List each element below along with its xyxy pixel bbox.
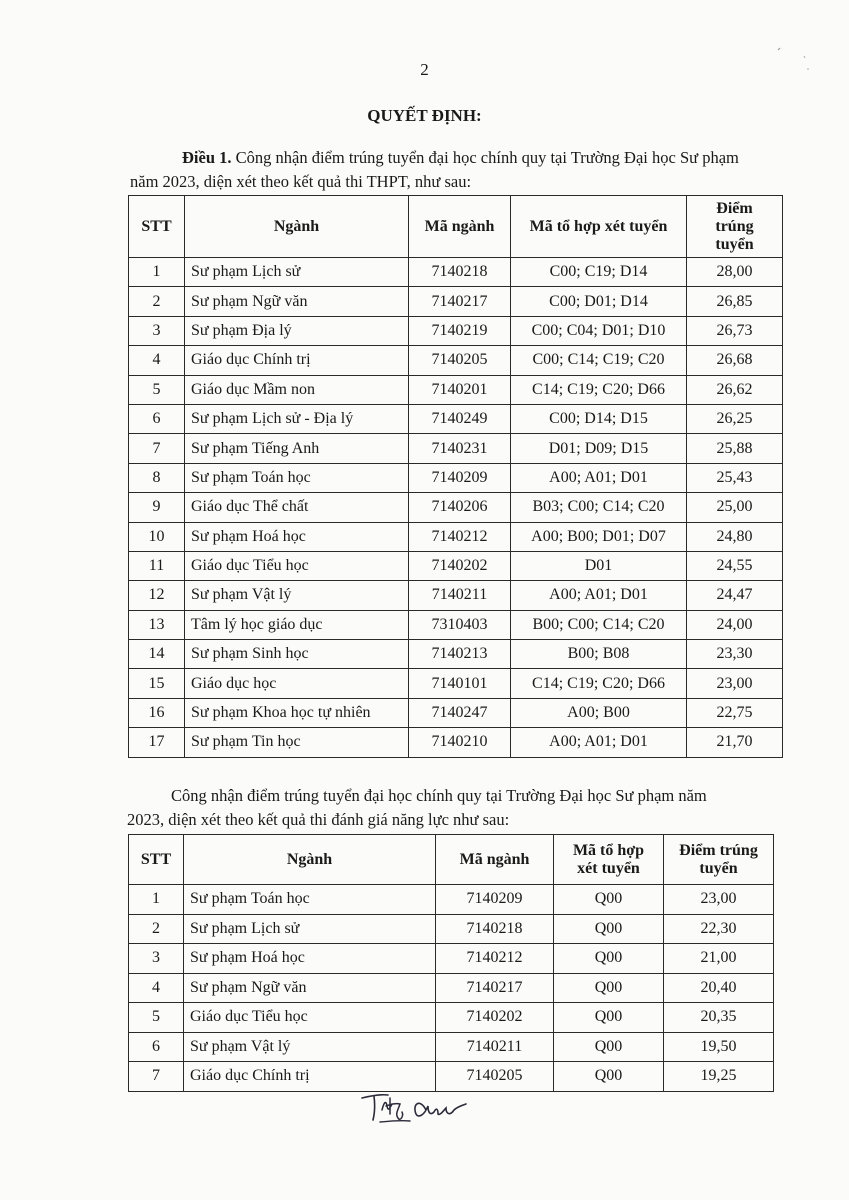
cell-diem: 24,80 xyxy=(687,522,783,551)
table-row xyxy=(129,522,783,551)
table-row xyxy=(129,346,783,375)
cell-ma-to-hop: C14; C19; C20; D66 xyxy=(511,669,687,698)
cell-ma-nganh: 7140210 xyxy=(409,728,511,757)
cell-ma-to-hop: A00; A01; D01 xyxy=(511,581,687,610)
cell-ma-nganh: 7140202 xyxy=(436,1003,554,1033)
cell-nganh: Sư phạm Toán học xyxy=(185,463,409,492)
thpt-scores-table xyxy=(128,195,783,758)
cell-ma-nganh: 7140218 xyxy=(436,914,554,944)
table-row xyxy=(129,404,783,433)
cell-stt: 4 xyxy=(129,973,184,1003)
cell-ma-nganh: 7140205 xyxy=(409,346,511,375)
cell-ma-to-hop: C00; C19; D14 xyxy=(511,258,687,287)
cell-ma-nganh: 7140201 xyxy=(409,375,511,404)
cell-stt: 5 xyxy=(129,1003,184,1033)
table-row xyxy=(129,258,783,287)
cell-nganh: Sư phạm Lịch sử xyxy=(184,914,436,944)
cell-stt: 2 xyxy=(129,287,185,316)
table-row xyxy=(129,316,783,345)
cell-ma-nganh: 7140249 xyxy=(409,404,511,433)
cell-diem: 21,70 xyxy=(687,728,783,757)
cell-diem: 21,00 xyxy=(664,944,774,974)
table-row xyxy=(129,493,783,522)
cell-nganh: Giáo dục học xyxy=(185,669,409,698)
cell-ma-to-hop: A00; B00 xyxy=(511,698,687,727)
cell-stt: 1 xyxy=(129,258,185,287)
table-row xyxy=(129,463,783,492)
cell-diem: 23,00 xyxy=(664,885,774,915)
cell-diem: 25,43 xyxy=(687,463,783,492)
cell-stt: 14 xyxy=(129,640,185,669)
table-row xyxy=(129,610,783,639)
cell-nganh: Tâm lý học giáo dục xyxy=(185,610,409,639)
cell-nganh: Sư phạm Hoá học xyxy=(185,522,409,551)
cell-stt: 4 xyxy=(129,346,185,375)
cell-nganh: Sư phạm Lịch sử xyxy=(185,258,409,287)
table-row xyxy=(129,434,783,463)
cell-ma-nganh: 7140101 xyxy=(409,669,511,698)
table-row xyxy=(129,375,783,404)
cell-ma-nganh: 7140217 xyxy=(409,287,511,316)
cell-ma-to-hop: D01 xyxy=(511,551,687,580)
cell-stt: 8 xyxy=(129,463,185,492)
cell-nganh: Sư phạm Toán học xyxy=(184,885,436,915)
cell-ma-nganh: 7140202 xyxy=(409,551,511,580)
cell-ma-to-hop: Q00 xyxy=(554,1003,664,1033)
cell-ma-to-hop: C00; D01; D14 xyxy=(511,287,687,316)
cell-diem: 20,35 xyxy=(664,1003,774,1033)
cell-stt: 10 xyxy=(129,522,185,551)
cell-stt: 13 xyxy=(129,610,185,639)
table-row xyxy=(129,640,783,669)
cell-diem: 24,00 xyxy=(687,610,783,639)
cell-ma-nganh: 7140212 xyxy=(436,944,554,974)
article-1b-paragraph xyxy=(127,784,777,832)
cell-ma-to-hop: Q00 xyxy=(554,1062,664,1092)
cell-ma-to-hop: A00; A01; D01 xyxy=(511,728,687,757)
cell-diem: 24,55 xyxy=(687,551,783,580)
cell-stt: 3 xyxy=(129,944,184,974)
cell-stt: 9 xyxy=(129,493,185,522)
cell-stt: 12 xyxy=(129,581,185,610)
table-header-row xyxy=(129,835,774,885)
table-row xyxy=(129,1003,774,1033)
cell-stt: 1 xyxy=(129,885,184,915)
cell-ma-nganh: 7140205 xyxy=(436,1062,554,1092)
cell-stt: 17 xyxy=(129,728,185,757)
cell-nganh: Giáo dục Tiểu học xyxy=(185,551,409,580)
cell-ma-to-hop: C00; C14; C19; C20 xyxy=(511,346,687,375)
cell-ma-nganh: 7140211 xyxy=(436,1032,554,1062)
header-diem: Điểm trúng tuyển xyxy=(687,196,783,258)
cell-diem: 26,73 xyxy=(687,316,783,345)
cell-nganh: Giáo dục Mầm non xyxy=(185,375,409,404)
page-number: 2 xyxy=(420,60,429,79)
table-row xyxy=(129,287,783,316)
cell-ma-nganh: 7140212 xyxy=(409,522,511,551)
cell-nganh: Sư phạm Ngữ văn xyxy=(185,287,409,316)
cell-ma-nganh: 7140209 xyxy=(436,885,554,915)
cell-nganh: Sư phạm Vật lý xyxy=(185,581,409,610)
table-row xyxy=(129,551,783,580)
header-nganh: Ngành xyxy=(184,835,436,885)
cell-diem: 26,68 xyxy=(687,346,783,375)
cell-nganh: Sư phạm Sinh học xyxy=(185,640,409,669)
cell-ma-nganh: 7140217 xyxy=(436,973,554,1003)
header-ma-nganh: Mã ngành xyxy=(436,835,554,885)
cell-ma-to-hop: B00; B08 xyxy=(511,640,687,669)
cell-diem: 25,88 xyxy=(687,434,783,463)
cell-stt: 16 xyxy=(129,698,185,727)
table-row xyxy=(129,581,783,610)
cell-diem: 26,85 xyxy=(687,287,783,316)
cell-ma-nganh: 7140209 xyxy=(409,463,511,492)
article-1-label: Điều 1. xyxy=(182,148,232,167)
capability-scores-table xyxy=(128,834,774,1092)
cell-ma-nganh: 7310403 xyxy=(409,610,511,639)
cell-ma-nganh: 7140206 xyxy=(409,493,511,522)
handwritten-signature xyxy=(360,1088,480,1133)
header-ma-to-hop: Mã tổ hợp xét tuyển xyxy=(554,835,664,885)
cell-ma-to-hop: Q00 xyxy=(554,914,664,944)
decision-heading: QUYẾT ĐỊNH: xyxy=(367,106,482,125)
table-row xyxy=(129,728,783,757)
header-ma-nganh: Mã ngành xyxy=(409,196,511,258)
cell-ma-to-hop: Q00 xyxy=(554,1032,664,1062)
cell-ma-nganh: 7140211 xyxy=(409,581,511,610)
cell-nganh: Sư phạm Hoá học xyxy=(184,944,436,974)
cell-diem: 26,25 xyxy=(687,404,783,433)
margin-mark xyxy=(772,40,812,85)
cell-stt: 6 xyxy=(129,1032,184,1062)
cell-ma-to-hop: A00; B00; D01; D07 xyxy=(511,522,687,551)
table-header-row xyxy=(129,196,783,258)
cell-diem: 22,75 xyxy=(687,698,783,727)
cell-nganh: Sư phạm Khoa học tự nhiên xyxy=(185,698,409,727)
cell-ma-nganh: 7140219 xyxy=(409,316,511,345)
cell-stt: 11 xyxy=(129,551,185,580)
cell-nganh: Giáo dục Chính trị xyxy=(184,1062,436,1092)
cell-stt: 2 xyxy=(129,914,184,944)
cell-diem: 22,30 xyxy=(664,914,774,944)
table-row xyxy=(129,698,783,727)
cell-ma-to-hop: C14; C19; C20; D66 xyxy=(511,375,687,404)
table-row xyxy=(129,1062,774,1092)
header-ma-to-hop: Mã tổ hợp xét tuyển xyxy=(511,196,687,258)
cell-ma-to-hop: C00; C04; D01; D10 xyxy=(511,316,687,345)
cell-ma-to-hop: B03; C00; C14; C20 xyxy=(511,493,687,522)
cell-diem: 19,50 xyxy=(664,1032,774,1062)
cell-ma-nganh: 7140247 xyxy=(409,698,511,727)
cell-diem: 25,00 xyxy=(687,493,783,522)
article-1-text-line2: năm 2023, diện xét theo kết quả thi THPT, như sau: xyxy=(130,172,472,191)
cell-ma-to-hop: A00; A01; D01 xyxy=(511,463,687,492)
cell-diem: 26,62 xyxy=(687,375,783,404)
article-1b-text-line2: 2023, diện xét theo kết quả thi đánh giá năng lực như sau: xyxy=(127,810,510,829)
article-1b-text-line1: Công nhận điểm trúng tuyển đại học chính quy tại Trường Đại học Sư phạm năm xyxy=(171,786,707,805)
cell-stt: 5 xyxy=(129,375,185,404)
cell-diem: 20,40 xyxy=(664,973,774,1003)
table-row xyxy=(129,885,774,915)
cell-nganh: Giáo dục Thể chất xyxy=(185,493,409,522)
table-row xyxy=(129,1032,774,1062)
cell-stt: 7 xyxy=(129,434,185,463)
cell-nganh: Sư phạm Tin học xyxy=(185,728,409,757)
table-row xyxy=(129,914,774,944)
cell-ma-to-hop: D01; D09; D15 xyxy=(511,434,687,463)
header-nganh: Ngành xyxy=(185,196,409,258)
header-stt: STT xyxy=(129,835,184,885)
cell-stt: 15 xyxy=(129,669,185,698)
cell-nganh: Sư phạm Ngữ văn xyxy=(184,973,436,1003)
cell-nganh: Giáo dục Chính trị xyxy=(185,346,409,375)
cell-diem: 23,00 xyxy=(687,669,783,698)
cell-nganh: Sư phạm Địa lý xyxy=(185,316,409,345)
article-1-paragraph xyxy=(130,146,780,194)
header-diem: Điểm trúng tuyển xyxy=(664,835,774,885)
cell-stt: 6 xyxy=(129,404,185,433)
cell-stt: 7 xyxy=(129,1062,184,1092)
cell-ma-nganh: 7140213 xyxy=(409,640,511,669)
table-row xyxy=(129,669,783,698)
article-1-text-line1: Công nhận điểm trúng tuyển đại học chính quy tại Trường Đại học Sư phạm xyxy=(235,148,739,167)
cell-ma-nganh: 7140218 xyxy=(409,258,511,287)
cell-diem: 19,25 xyxy=(664,1062,774,1092)
cell-ma-to-hop: Q00 xyxy=(554,944,664,974)
cell-ma-to-hop: B00; C00; C14; C20 xyxy=(511,610,687,639)
cell-ma-nganh: 7140231 xyxy=(409,434,511,463)
header-stt: STT xyxy=(129,196,185,258)
table-row xyxy=(129,973,774,1003)
cell-nganh: Giáo dục Tiểu học xyxy=(184,1003,436,1033)
cell-nganh: Sư phạm Vật lý xyxy=(184,1032,436,1062)
table-row xyxy=(129,944,774,974)
cell-ma-to-hop: C00; D14; D15 xyxy=(511,404,687,433)
cell-diem: 23,30 xyxy=(687,640,783,669)
cell-ma-to-hop: Q00 xyxy=(554,885,664,915)
cell-nganh: Sư phạm Lịch sử - Địa lý xyxy=(185,404,409,433)
cell-diem: 24,47 xyxy=(687,581,783,610)
cell-ma-to-hop: Q00 xyxy=(554,973,664,1003)
cell-nganh: Sư phạm Tiếng Anh xyxy=(185,434,409,463)
cell-diem: 28,00 xyxy=(687,258,783,287)
cell-stt: 3 xyxy=(129,316,185,345)
